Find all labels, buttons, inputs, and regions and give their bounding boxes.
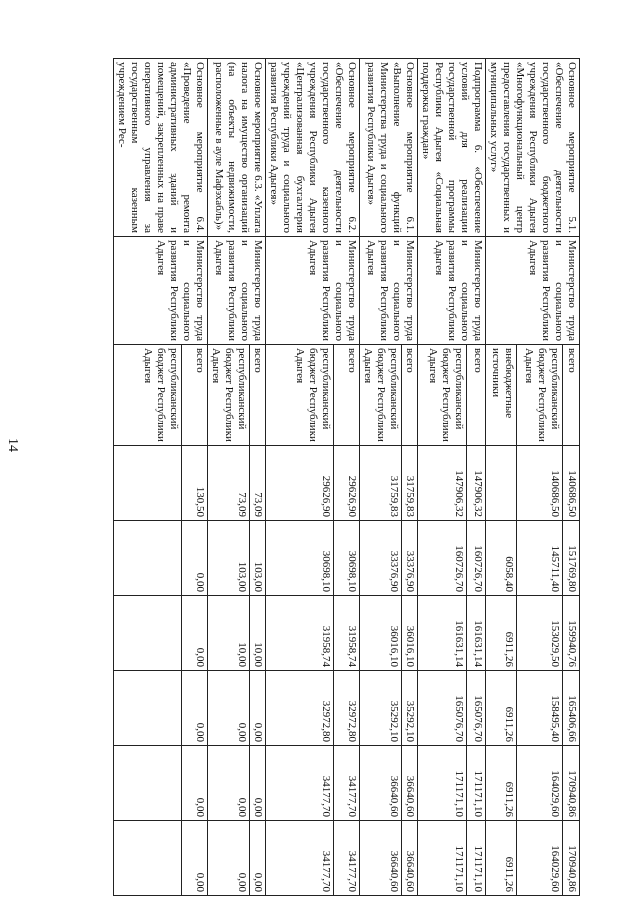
activity-name-cell: Основное мероприятие 6.2. «Обеспечение деятельности государственного казенного учреждения Республики Адыгея «Централизованная бухгалтерия учреждений труда и социального развития Республики Адыгея» (266, 59, 360, 237)
amount-cell (114, 596, 182, 671)
amount-cell: 31958,74 (334, 596, 360, 671)
amount-cell: 0,00 (182, 821, 208, 896)
budget-table-body (114, 59, 580, 896)
amount-cell: 161631,14 (467, 596, 486, 671)
amount-cell: 73,09 (250, 446, 266, 521)
amount-cell (114, 821, 182, 896)
funding-source-cell: всего (182, 345, 208, 446)
amount-cell: 159940,76 (562, 596, 579, 671)
amount-cell: 165076,70 (467, 671, 486, 746)
table-row (467, 59, 486, 896)
table-row (182, 59, 208, 896)
amount-cell: 103,00 (250, 521, 266, 596)
executor-cell: Министерство труда и социального развития Республики Адыгея (208, 237, 266, 345)
amount-cell: 36016,10 (402, 596, 418, 671)
amount-cell: 171171,10 (467, 821, 486, 896)
amount-cell: 170940,86 (562, 821, 579, 896)
amount-cell: 33376,90 (402, 521, 418, 596)
amount-cell: 103,00 (208, 521, 250, 596)
amount-cell: 0,00 (182, 671, 208, 746)
amount-cell: 34177,70 (266, 746, 334, 821)
amount-cell: 36640,60 (402, 821, 418, 896)
amount-cell: 153029,50 (517, 596, 562, 671)
amount-cell: 165406,66 (562, 671, 579, 746)
amount-cell: 35292,10 (402, 671, 418, 746)
amount-cell: 10,00 (208, 596, 250, 671)
amount-cell: 0,00 (250, 671, 266, 746)
amount-cell: 171171,10 (418, 821, 467, 896)
amount-cell: 32972,80 (266, 671, 334, 746)
amount-cell (114, 671, 182, 746)
activity-name-cell: Основное мероприятие 6.1. «Выполнение функций Министерства труда и социального развития Республики Адыгея» (360, 59, 418, 237)
activity-name-cell: Подпрограмма 6. «Обеспечение условий для реализации государственной программы Республики Адыгея «Социальная поддержка граждан» (418, 59, 486, 237)
executor-cell: Министерство труда и социального развития Республики Адыгея (114, 237, 208, 345)
amount-cell: 34177,70 (334, 746, 360, 821)
funding-source-cell: республиканский бюджет Республики Адыгея (360, 345, 402, 446)
activity-name-cell: Основное мероприятие 6.4. «Проведение ремонта административных зданий и помещений, закрепленных на праве оперативного управления за государственным казенным учреждением Рес- (114, 59, 208, 237)
amount-cell: 171171,10 (467, 746, 486, 821)
amount-cell: 32972,80 (334, 671, 360, 746)
amount-cell: 31958,74 (266, 596, 334, 671)
amount-cell: 147906,32 (467, 446, 486, 521)
funding-source-cell: республиканский бюджет Республики Адыгея (517, 345, 562, 446)
amount-cell: 6911,26 (486, 746, 517, 821)
amount-cell: 34177,70 (334, 821, 360, 896)
amount-cell: 36640,60 (360, 746, 402, 821)
funding-source-cell: всего (402, 345, 418, 446)
amount-cell: 0,00 (250, 821, 266, 896)
amount-cell: 164029,60 (517, 821, 562, 896)
table-row (402, 59, 418, 896)
table-row (250, 59, 266, 896)
funding-source-cell: всего (562, 345, 579, 446)
amount-cell: 164029,60 (517, 746, 562, 821)
amount-cell: 73,09 (208, 446, 250, 521)
amount-cell: 0,00 (208, 746, 250, 821)
amount-cell: 151769,80 (562, 521, 579, 596)
executor-cell: Министерство труда и социального развития Республики Адыгея (418, 237, 486, 345)
amount-cell (114, 446, 182, 521)
amount-cell: 31759,83 (360, 446, 402, 521)
amount-cell: 33376,90 (360, 521, 402, 596)
table-row (334, 59, 360, 896)
amount-cell: 160726,70 (418, 521, 467, 596)
page-number: 14 (5, 438, 20, 452)
amount-cell: 171171,10 (418, 746, 467, 821)
amount-cell: 36640,60 (360, 821, 402, 896)
amount-cell: 140686,50 (517, 446, 562, 521)
activity-name-cell: Основное мероприятие 6.3. «Уплата налога на имущество организаций (на объекты недвижимости, расположенные в ауле Мафэхабль)» (208, 59, 266, 237)
funding-source-cell: республиканский бюджет Республики Адыгея (114, 345, 182, 446)
amount-cell: 170940,86 (562, 746, 579, 821)
executor-cell: Министерство труда и социального развития Республики Адыгея (360, 237, 418, 345)
amount-cell: 165076,70 (418, 671, 467, 746)
amount-cell: 6058,40 (486, 521, 517, 596)
amount-cell: 0,00 (182, 746, 208, 821)
funding-source-cell: внебюджетные источники (486, 345, 517, 446)
amount-cell: 147906,32 (418, 446, 467, 521)
amount-cell: 6911,26 (486, 821, 517, 896)
executor-cell: Министерство труда и социального развития Республики Адыгея (266, 237, 360, 345)
amount-cell: 0,00 (208, 671, 250, 746)
amount-cell: 30698,10 (266, 521, 334, 596)
amount-cell: 0,00 (182, 521, 208, 596)
amount-cell: 6911,26 (486, 596, 517, 671)
amount-cell: 0,00 (250, 746, 266, 821)
funding-source-cell: всего (250, 345, 266, 446)
amount-cell: 160726,70 (467, 521, 486, 596)
amount-cell: 145711,40 (517, 521, 562, 596)
rotated-table-container (52, 58, 580, 895)
amount-cell: 10,00 (250, 596, 266, 671)
amount-cell: 140686,50 (562, 446, 579, 521)
amount-cell (114, 746, 182, 821)
amount-cell: 29626,90 (266, 446, 334, 521)
amount-cell: 36640,60 (402, 746, 418, 821)
amount-cell: 130,50 (182, 446, 208, 521)
funding-source-cell: всего (467, 345, 486, 446)
executor-cell: Министерство труда и социального развития Республики Адыгея (486, 237, 580, 345)
amount-cell: 0,00 (208, 821, 250, 896)
table-row (562, 59, 579, 896)
amount-cell: 158495,40 (517, 671, 562, 746)
funding-source-cell: республиканский бюджет Республики Адыгея (208, 345, 250, 446)
amount-cell: 36016,10 (360, 596, 402, 671)
funding-source-cell: республиканский бюджет Республики Адыгея (418, 345, 467, 446)
activity-name-cell: Основное мероприятие 5.1. «Обеспечение деятельности государственного бюджетного учреждения Республики Адыгея «Многофункциональный центр предоставления государственных и муниципальных услуг» (486, 59, 580, 237)
funding-source-cell: всего (334, 345, 360, 446)
amount-cell: 6911,26 (486, 671, 517, 746)
amount-cell (486, 446, 517, 521)
amount-cell: 31759,83 (402, 446, 418, 521)
amount-cell: 29626,90 (334, 446, 360, 521)
amount-cell (114, 521, 182, 596)
amount-cell: 30698,10 (334, 521, 360, 596)
amount-cell: 34177,70 (266, 821, 334, 896)
amount-cell: 161631,14 (418, 596, 467, 671)
budget-table (113, 58, 580, 896)
amount-cell: 35292,10 (360, 671, 402, 746)
funding-source-cell: республиканский бюджет Республики Адыгея (266, 345, 334, 446)
amount-cell: 0,00 (182, 596, 208, 671)
